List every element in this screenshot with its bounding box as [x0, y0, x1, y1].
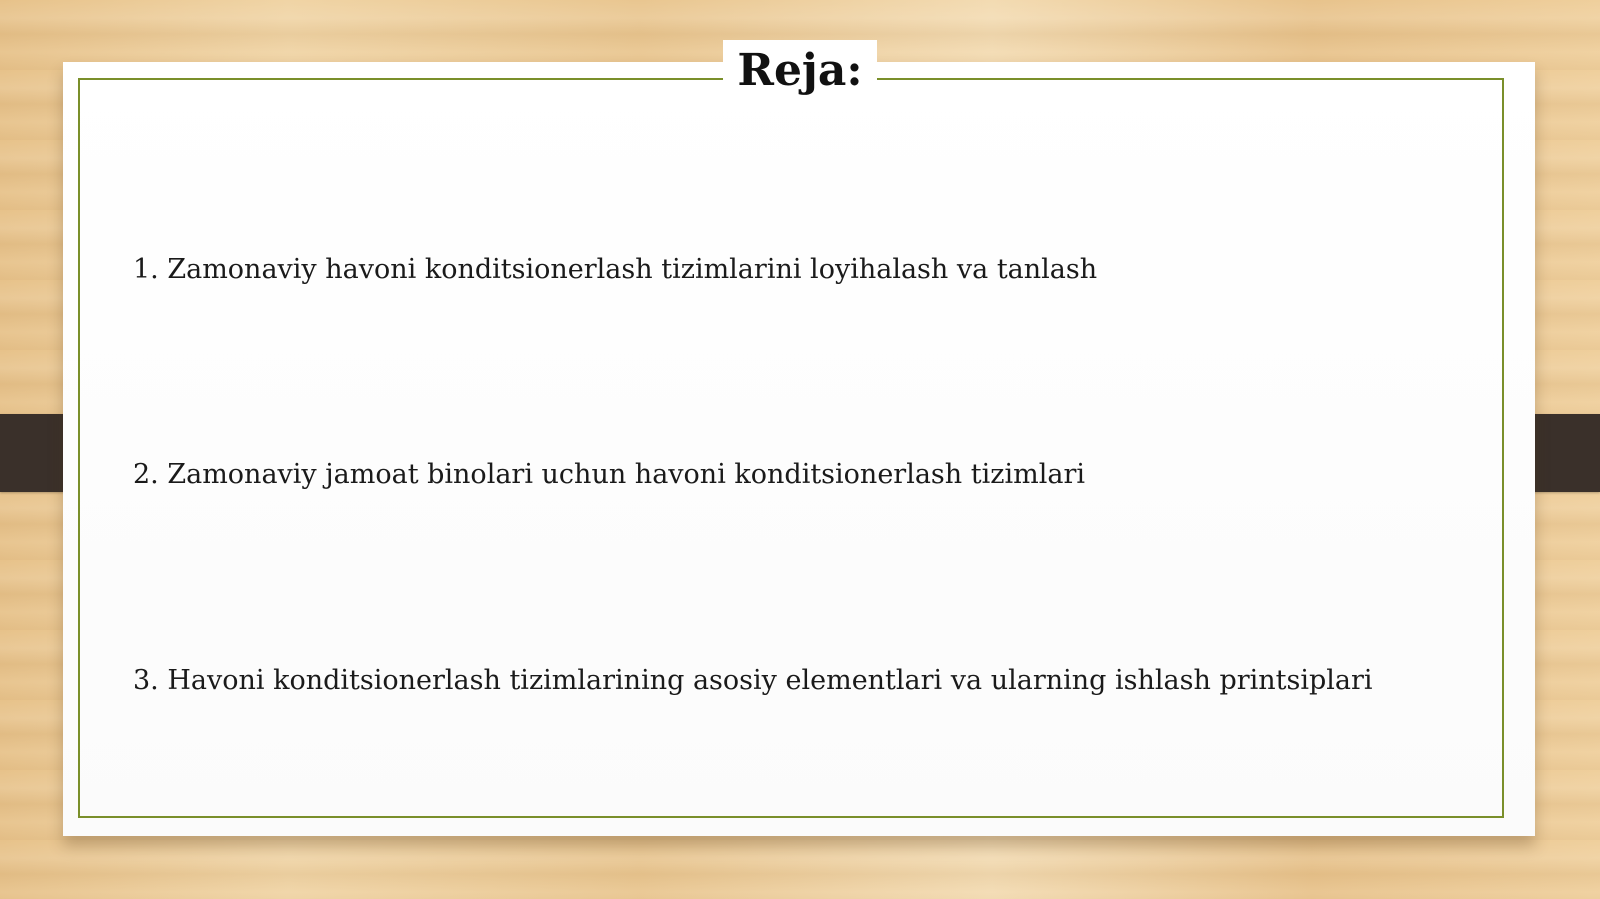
agenda-item-3: 3. Havoni konditsionerlash tizimlarining asosiy elementlari va ularning ishlash printsiplari — [133, 665, 1373, 696]
title-container — [0, 40, 1600, 102]
agenda-item-1: 1. Zamonaviy havoni konditsionerlash tizimlarini loyihalash va tanlash — [133, 254, 1098, 285]
slide-frame-border — [78, 78, 1504, 818]
slide-card — [63, 62, 1535, 836]
agenda-item-2: 2. Zamonaviy jamoat binolari uchun havoni konditsionerlash tizimlari — [133, 459, 1085, 490]
slide-title: Reja: — [723, 40, 876, 102]
